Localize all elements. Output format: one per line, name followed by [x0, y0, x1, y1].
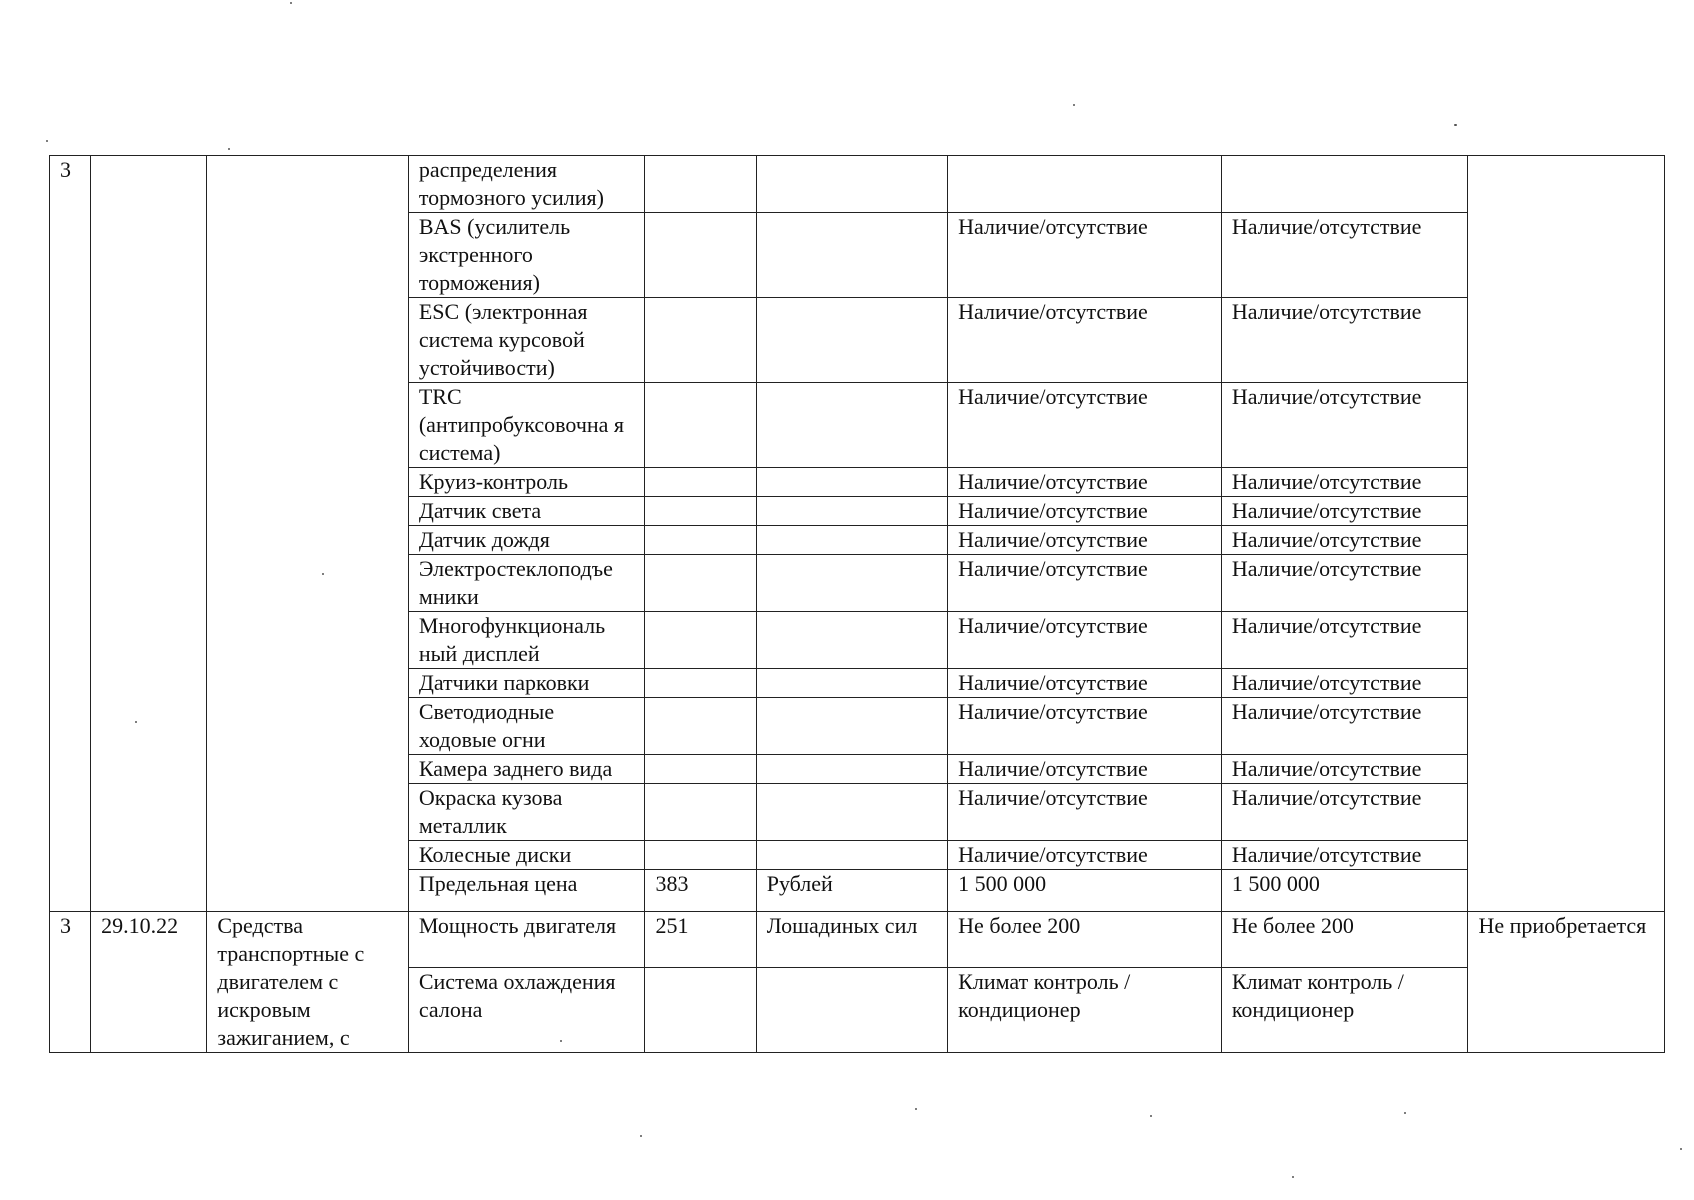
value-cell: Не более 200 [1221, 912, 1468, 968]
value-cell [1221, 156, 1468, 213]
code-cell [645, 555, 756, 612]
characteristic-cell: Датчики парковки [408, 669, 645, 698]
code-cell [645, 968, 756, 1053]
characteristic-cell: ESC (электронная система курсовой устойчивости) [408, 298, 645, 383]
value-cell: Наличие/отсутствие [948, 784, 1222, 841]
value-cell: Наличие/отсутствие [948, 669, 1222, 698]
unit-cell [756, 298, 947, 383]
unit-cell [756, 555, 947, 612]
unit-cell [756, 383, 947, 468]
value-cell: Наличие/отсутствие [948, 612, 1222, 669]
characteristic-cell: TRC (антипробуксовочна я система) [408, 383, 645, 468]
value-cell [948, 156, 1222, 213]
code-cell: 251 [645, 912, 756, 968]
characteristic-cell: Датчик дождя [408, 526, 645, 555]
unit-cell [756, 968, 947, 1053]
characteristic-cell: Многофункциональ ный дисплей [408, 612, 645, 669]
value-cell: Не более 200 [948, 912, 1222, 968]
value-cell: Наличие/отсутствие [1221, 213, 1468, 298]
characteristic-cell: Предельная цена [408, 870, 645, 912]
scan-speck [1454, 124, 1457, 126]
scan-speck [560, 1040, 562, 1042]
note-cell: Не приобретается [1468, 912, 1665, 1053]
value-cell: Наличие/отсутствие [1221, 468, 1468, 497]
code-cell [645, 526, 756, 555]
table-row [50, 156, 1665, 213]
value-cell: Наличие/отсутствие [948, 755, 1222, 784]
scan-speck [1680, 1148, 1682, 1150]
note-cell [1468, 156, 1665, 912]
code-cell [645, 669, 756, 698]
scan-speck [135, 721, 137, 723]
value-cell: Наличие/отсутствие [948, 298, 1222, 383]
code-cell [645, 612, 756, 669]
characteristic-cell: Мощность двигателя [408, 912, 645, 968]
characteristic-cell: распределения тормозного усилия) [408, 156, 645, 213]
code-cell [645, 497, 756, 526]
unit-cell [756, 468, 947, 497]
code-cell [645, 298, 756, 383]
value-cell: Наличие/отсутствие [948, 383, 1222, 468]
value-cell: Наличие/отсутствие [1221, 383, 1468, 468]
row-number-cell: 3 [50, 912, 91, 1053]
value-cell: Климат контроль /кондиционер [948, 968, 1222, 1053]
characteristic-cell: BAS (усилитель экстренного торможения) [408, 213, 645, 298]
value-cell: Наличие/отсутствие [948, 841, 1222, 870]
scan-speck [640, 1135, 642, 1137]
unit-cell [756, 497, 947, 526]
scan-speck [1292, 1176, 1294, 1178]
unit-cell [756, 698, 947, 755]
value-cell: Наличие/отсутствие [1221, 755, 1468, 784]
value-cell: Наличие/отсутствие [1221, 784, 1468, 841]
scan-speck [290, 2, 292, 4]
unit-cell [756, 213, 947, 298]
value-cell: Наличие/отсутствие [1221, 669, 1468, 698]
value-cell: Наличие/отсутствие [948, 526, 1222, 555]
scan-speck [1150, 1115, 1152, 1117]
unit-cell [756, 755, 947, 784]
date-cell [91, 156, 207, 912]
item-name-cell [207, 156, 408, 912]
characteristic-cell: Датчик света [408, 497, 645, 526]
specification-table [49, 155, 1665, 1053]
value-cell: Наличие/отсутствие [948, 213, 1222, 298]
unit-cell [756, 669, 947, 698]
code-cell [645, 784, 756, 841]
code-cell [645, 698, 756, 755]
scan-speck [228, 148, 230, 150]
item-name-cell: Средства транспортные с двигателем с искровым зажиганием, с [207, 912, 408, 1053]
value-cell: Климат контроль /кондиционер [1221, 968, 1468, 1053]
value-cell: 1 500 000 [948, 870, 1222, 912]
value-cell: Наличие/отсутствие [948, 555, 1222, 612]
scan-speck [322, 573, 324, 575]
characteristic-cell: Светодиодные ходовые огни [408, 698, 645, 755]
code-cell [645, 383, 756, 468]
value-cell: Наличие/отсутствие [1221, 526, 1468, 555]
unit-cell [756, 784, 947, 841]
scan-speck [1404, 1112, 1406, 1114]
scan-speck [1073, 104, 1075, 106]
value-cell: Наличие/отсутствие [948, 698, 1222, 755]
unit-cell [756, 156, 947, 213]
characteristic-cell: Круиз-контроль [408, 468, 645, 497]
date-cell: 29.10.22 [91, 912, 207, 1053]
characteristic-cell: Камера заднего вида [408, 755, 645, 784]
code-cell [645, 213, 756, 298]
scan-speck [915, 1108, 917, 1110]
code-cell [645, 755, 756, 784]
value-cell: Наличие/отсутствие [1221, 298, 1468, 383]
value-cell: 1 500 000 [1221, 870, 1468, 912]
unit-cell: Рублей [756, 870, 947, 912]
value-cell: Наличие/отсутствие [1221, 555, 1468, 612]
code-cell [645, 156, 756, 213]
value-cell: Наличие/отсутствие [1221, 841, 1468, 870]
unit-cell [756, 841, 947, 870]
code-cell [645, 841, 756, 870]
scan-speck [46, 140, 48, 142]
characteristic-cell: Электростеклоподъе мники [408, 555, 645, 612]
characteristic-cell: Система охлаждения салона [408, 968, 645, 1053]
characteristic-cell: Колесные диски [408, 841, 645, 870]
value-cell: Наличие/отсутствие [948, 468, 1222, 497]
value-cell: Наличие/отсутствие [948, 497, 1222, 526]
unit-cell [756, 526, 947, 555]
unit-cell: Лошадиных сил [756, 912, 947, 968]
value-cell: Наличие/отсутствие [1221, 698, 1468, 755]
value-cell: Наличие/отсутствие [1221, 497, 1468, 526]
table-row [50, 912, 1665, 968]
value-cell: Наличие/отсутствие [1221, 612, 1468, 669]
code-cell [645, 468, 756, 497]
characteristic-cell: Окраска кузова металлик [408, 784, 645, 841]
unit-cell [756, 612, 947, 669]
code-cell: 383 [645, 870, 756, 912]
row-number-cell: 3 [50, 156, 91, 912]
